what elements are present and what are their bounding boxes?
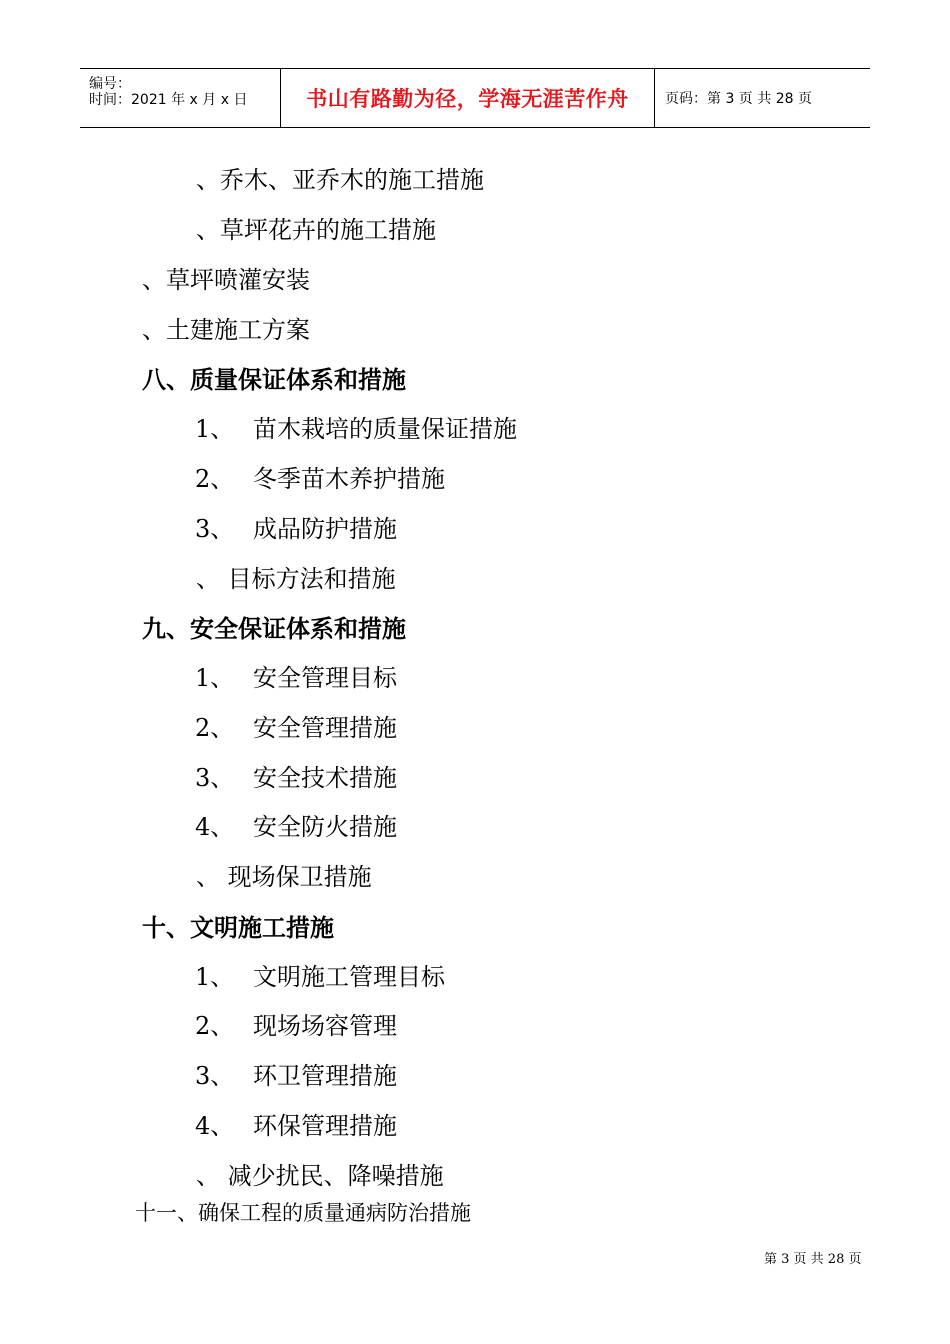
toc-item-number: 1、 bbox=[195, 963, 235, 991]
toc-item: 、乔木、亚乔木的施工措施 bbox=[196, 166, 484, 194]
toc-item: 、 减少扰民、降噪措施 bbox=[196, 1162, 444, 1190]
toc-item bbox=[195, 763, 397, 793]
toc-item-text: 苗木栽培的质量保证措施 bbox=[253, 415, 517, 443]
toc-item-number: 1、 bbox=[195, 664, 235, 692]
toc-item-text: 现场场容管理 bbox=[253, 1012, 397, 1040]
toc-section-heading: 八、质量保证体系和措施 bbox=[142, 366, 406, 394]
toc-item-text: 安全防火措施 bbox=[253, 813, 397, 841]
toc-section-heading: 十一、确保工程的质量通病防治措施 bbox=[135, 1201, 471, 1225]
toc-item bbox=[195, 962, 445, 992]
page-header bbox=[80, 68, 870, 128]
toc-item-number: 4、 bbox=[195, 813, 235, 841]
toc-item: 、土建施工方案 bbox=[142, 316, 310, 344]
toc-item-text: 安全管理措施 bbox=[253, 714, 397, 742]
toc-item: 、草坪花卉的施工措施 bbox=[196, 216, 436, 244]
toc-item bbox=[195, 1111, 397, 1141]
toc-section-heading: 九、安全保证体系和措施 bbox=[142, 615, 406, 643]
date-label: 时间：2021 年 x 月 x 日 bbox=[89, 92, 248, 108]
header-meta bbox=[80, 69, 281, 127]
toc-item: 、 现场保卫措施 bbox=[196, 863, 372, 891]
toc-item bbox=[195, 713, 397, 743]
toc-item bbox=[195, 1011, 397, 1041]
toc-item-text: 冬季苗木养护措施 bbox=[253, 465, 445, 493]
toc-item-number: 2、 bbox=[195, 714, 235, 742]
toc-item-number: 2、 bbox=[195, 465, 235, 493]
toc-item-number: 4、 bbox=[195, 1112, 235, 1140]
toc-item-number: 2、 bbox=[195, 1012, 235, 1040]
toc-item bbox=[195, 414, 517, 444]
toc-item-text: 文明施工管理目标 bbox=[253, 963, 445, 991]
page-footer: 第 3 页 共 28 页 bbox=[764, 1252, 862, 1267]
toc-item bbox=[195, 1061, 397, 1091]
number-label: 编号： bbox=[89, 76, 131, 92]
toc-item bbox=[195, 514, 397, 544]
header-motto: 书山有路勤为径，学海无涯苦作舟 bbox=[281, 69, 655, 127]
toc-item-number: 3、 bbox=[195, 1062, 235, 1090]
toc-item-number: 3、 bbox=[195, 515, 235, 543]
toc-item-text: 环保管理措施 bbox=[253, 1112, 397, 1140]
toc-item-text: 成品防护措施 bbox=[253, 515, 397, 543]
toc-item-number: 3、 bbox=[195, 764, 235, 792]
toc-item-text: 安全管理目标 bbox=[253, 664, 397, 692]
toc-item bbox=[195, 464, 445, 494]
toc-section-heading: 十、文明施工措施 bbox=[142, 914, 334, 942]
toc-item bbox=[195, 663, 397, 693]
toc-item-text: 环卫管理措施 bbox=[253, 1062, 397, 1090]
toc-item: 、草坪喷灌安装 bbox=[142, 266, 310, 294]
toc-item-number: 1、 bbox=[195, 415, 235, 443]
header-page-info: 页码：第 3 页 共 28 页 bbox=[665, 91, 812, 107]
toc-item: 、 目标方法和措施 bbox=[196, 565, 396, 593]
toc-item bbox=[195, 812, 397, 842]
toc-item-text: 安全技术措施 bbox=[253, 764, 397, 792]
